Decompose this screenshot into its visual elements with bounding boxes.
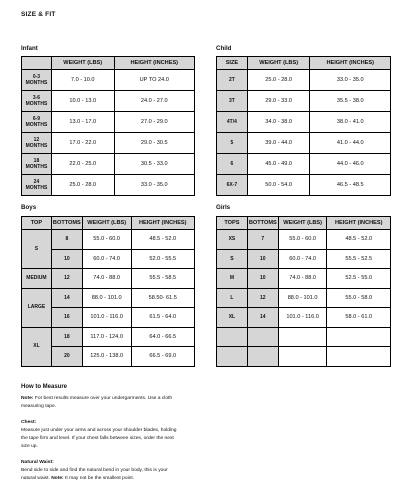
table-cell: 55.0 - 60.0: [82, 230, 131, 250]
table-cell: 24.0 - 27.0: [114, 91, 194, 112]
size-label: 7: [247, 230, 278, 250]
size-label: 12: [247, 288, 278, 308]
size-label: 10: [247, 249, 278, 269]
table-cell: 29.0 - 33.0: [247, 91, 310, 112]
table-cell: 61.5 - 64.0: [131, 308, 195, 328]
table-row: [217, 308, 391, 328]
size-label: M: [217, 269, 248, 289]
column-header: HEIGHT (INCHES): [114, 57, 194, 70]
size-label: 6: [217, 154, 248, 175]
chest-label: Chest:: [21, 420, 37, 425]
table-row: [22, 112, 195, 133]
size-label: 6-9 MONTHS: [22, 112, 52, 133]
table-cell: 101.0 - 116.0: [278, 308, 327, 328]
size-label: 0-3 MONTHS: [22, 70, 52, 91]
table-cell: 48.5 - 52.0: [327, 230, 391, 250]
child-title: Child: [216, 45, 232, 52]
table-row: [22, 288, 195, 308]
column-header: SIZE: [217, 57, 248, 70]
table-cell: 22.0 - 25.0: [51, 154, 114, 175]
empty-cell: [217, 347, 248, 367]
table-cell: 48.5 - 52.0: [131, 230, 195, 250]
table-cell: 101.0 - 116.0: [82, 308, 131, 328]
empty-row: [217, 347, 391, 367]
column-header: WEIGHT (LBS): [278, 217, 327, 230]
table-cell: 55.0 - 58.0: [327, 288, 391, 308]
bottoms-size: 16: [51, 308, 82, 328]
table-cell: 17.0 - 22.0: [51, 133, 114, 154]
table-cell: 55.5 - 58.5: [131, 269, 195, 289]
table-row: [217, 175, 391, 196]
table-cell: 58.50- 61.5: [131, 288, 195, 308]
column-header: HEIGHT (INCHES): [310, 57, 391, 70]
size-label: XS: [217, 230, 248, 250]
table-cell: 117.0 - 124.0: [82, 327, 131, 347]
table-cell: 74.0 - 88.0: [82, 269, 131, 289]
table-cell: 33.0 - 35.0: [310, 70, 391, 91]
size-label: 14: [247, 308, 278, 328]
boys-title: Boys: [21, 204, 37, 211]
table-cell: 34.0 - 38.0: [247, 112, 310, 133]
table-cell: 125.0 - 138.0: [82, 347, 131, 367]
column-header: BOTTOMS: [247, 217, 278, 230]
table-row: [217, 91, 391, 112]
size-label: 10: [247, 269, 278, 289]
top-size: XL: [22, 327, 52, 366]
empty-cell: [247, 347, 278, 367]
child-size-table: [216, 56, 391, 196]
size-label: S: [217, 249, 248, 269]
table-cell: 7.0 - 10.0: [51, 70, 114, 91]
table-cell: 50.0 - 54.0: [247, 175, 310, 196]
infant-size-table: [21, 56, 195, 196]
table-cell: 88.0 - 101.0: [278, 288, 327, 308]
table-cell: 27.0 - 29.0: [114, 112, 194, 133]
table-cell: 88.0 - 101.0: [82, 288, 131, 308]
table-cell: 46.5 - 48.5: [310, 175, 391, 196]
table-cell: 60.0 - 74.0: [82, 249, 131, 269]
bottoms-size: 12: [51, 269, 82, 289]
table-row: [217, 154, 391, 175]
table-cell: 60.0 - 74.0: [278, 249, 327, 269]
table-cell: 39.0 - 44.0: [247, 133, 310, 154]
table-row: [22, 230, 195, 250]
table-row: [22, 269, 195, 289]
table-row: [217, 230, 391, 250]
table-cell: 38.0 - 41.0: [310, 112, 391, 133]
how-to-measure-title: How to Measure: [21, 384, 68, 390]
top-size: LARGE: [22, 288, 52, 327]
empty-cell: [278, 327, 327, 347]
table-row: [22, 154, 195, 175]
table-cell: 25.0 - 28.0: [247, 70, 310, 91]
top-size: MEDIUM: [22, 269, 52, 289]
table-cell: 55.0 - 60.0: [278, 230, 327, 250]
empty-row: [217, 327, 391, 347]
table-row: [217, 288, 391, 308]
table-cell: 58.0 - 61.0: [327, 308, 391, 328]
table-cell: 52.5 - 55.0: [327, 269, 391, 289]
empty-cell: [278, 347, 327, 367]
bottoms-size: 18: [51, 327, 82, 347]
table-cell: 55.5 - 52.5: [327, 249, 391, 269]
measure-note: Note: For best results measure over your undergarments. Use a cloth measuring tape.: [21, 396, 173, 409]
table-row: [22, 70, 195, 91]
empty-cell: [217, 327, 248, 347]
table-row: [22, 91, 195, 112]
table-cell: 13.0 - 17.0: [51, 112, 114, 133]
table-cell: 35.5 - 38.0: [310, 91, 391, 112]
table-cell: 52.0 - 55.5: [131, 249, 195, 269]
table-row: [217, 249, 391, 269]
table-row: [217, 269, 391, 289]
bottoms-size: 8: [51, 230, 82, 250]
column-header: BOTTOMS: [51, 217, 82, 230]
size-label: 12 MONTHS: [22, 133, 52, 154]
girls-size-table: [216, 216, 391, 367]
table-row: [22, 175, 195, 196]
column-header: TOP: [22, 217, 52, 230]
table-cell: 10.0 - 13.0: [51, 91, 114, 112]
table-cell: 66.5 - 69.0: [131, 347, 195, 367]
size-label: 2T: [217, 70, 248, 91]
empty-cell: [327, 327, 391, 347]
column-header: TOPS: [217, 217, 248, 230]
size-label: 18 MONTHS: [22, 154, 52, 175]
table-cell: UP TO 24.0: [114, 70, 194, 91]
how-to-measure: [21, 383, 181, 483]
table-cell: 25.0 - 28.0: [51, 175, 114, 196]
column-header: HEIGHT (INCHES): [131, 217, 195, 230]
top-size: S: [22, 230, 52, 269]
bottoms-size: 20: [51, 347, 82, 367]
column-header: HEIGHT (INCHES): [327, 217, 391, 230]
size-label: XL: [217, 308, 248, 328]
infant-title: Infant: [21, 45, 38, 52]
size-label: 5: [217, 133, 248, 154]
chest-text: Measure just under your arms and across your shoulder blades, holding the tape firm and level. If your chest falls between sizes, order the next size up.: [21, 428, 177, 449]
waist-label: Natural Waist:: [21, 460, 54, 465]
table-cell: 30.5 - 33.0: [114, 154, 194, 175]
size-label: 24 MONTHS: [22, 175, 52, 196]
table-cell: 29.0 - 30.5: [114, 133, 194, 154]
size-label: 3-6 MONTHS: [22, 91, 52, 112]
table-cell: 74.0 - 88.0: [278, 269, 327, 289]
table-row: [22, 327, 195, 347]
column-header: WEIGHT (LBS): [82, 217, 131, 230]
table-cell: 45.0 - 49.0: [247, 154, 310, 175]
table-cell: 64.0 - 66.5: [131, 327, 195, 347]
table-row: [217, 70, 391, 91]
size-label: 6X-7: [217, 175, 248, 196]
size-label: 4T/4: [217, 112, 248, 133]
waist-text: Bend side to side and find the natural bend in your body, this is your natural waist. Note: It may not be the smallest point.: [21, 468, 168, 481]
table-cell: 41.0 - 44.0: [310, 133, 391, 154]
size-label: L: [217, 288, 248, 308]
table-row: [22, 133, 195, 154]
table-cell: 33.0 - 35.0: [114, 175, 194, 196]
page-title: SIZE & FIT: [21, 11, 56, 18]
size-label: 3T: [217, 91, 248, 112]
table-cell: 44.0 - 46.0: [310, 154, 391, 175]
table-row: [217, 133, 391, 154]
boys-size-table: [21, 216, 195, 367]
column-header: WEIGHT (LBS): [247, 57, 310, 70]
empty-cell: [327, 347, 391, 367]
bottoms-size: 10: [51, 249, 82, 269]
girls-title: Girls: [216, 204, 231, 211]
column-header: [22, 57, 52, 70]
empty-cell: [247, 327, 278, 347]
table-row: [217, 112, 391, 133]
bottoms-size: 14: [51, 288, 82, 308]
column-header: WEIGHT (LBS): [51, 57, 114, 70]
